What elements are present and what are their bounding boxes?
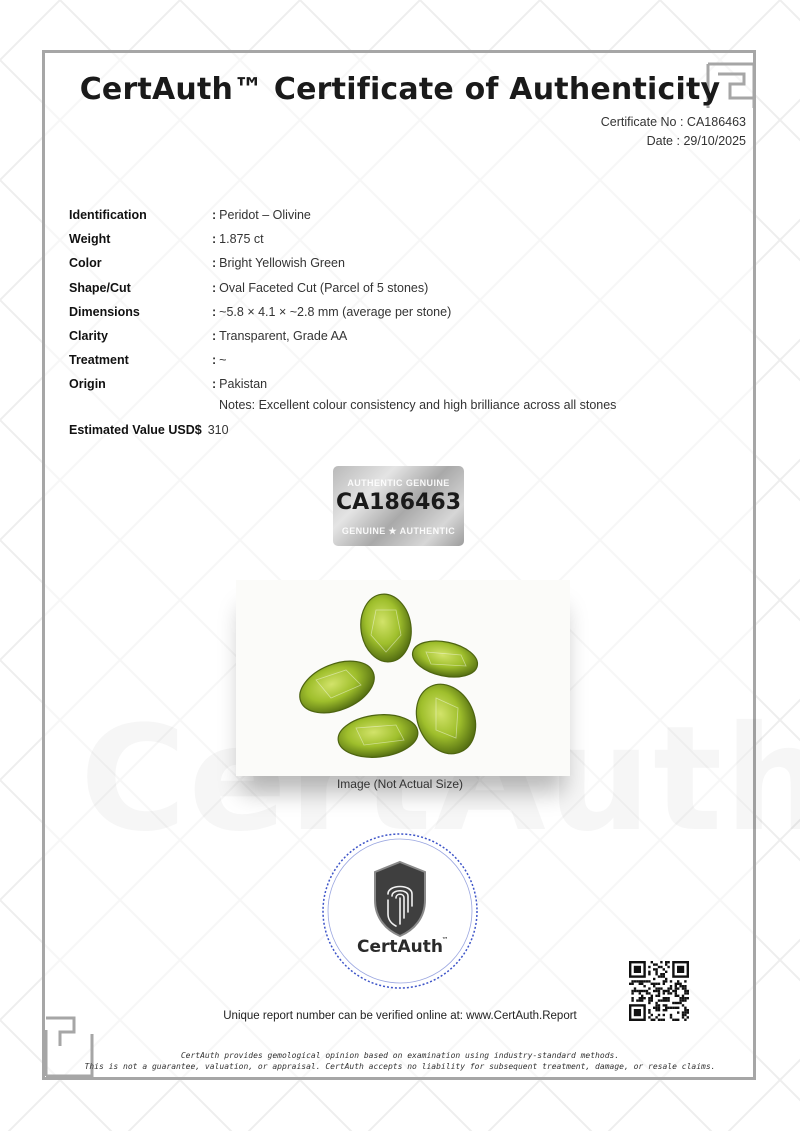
- disclaimer-line-2: This is not a guarantee, valuation, or appraisal. CertAuth accepts no liability for subsequent treatment, damage, or resale claims.: [84, 1062, 716, 1071]
- certificate-date-value: 29/10/2025: [683, 134, 746, 148]
- detail-row: Origin : Pakistan: [69, 372, 451, 396]
- detail-value: Oval Faceted Cut (Parcel of 5 stones): [219, 280, 429, 295]
- detail-value: 1.875 ct: [219, 232, 264, 247]
- stone-2: [409, 636, 481, 683]
- gemstone-image: [236, 580, 570, 776]
- stone-3: [292, 651, 382, 723]
- detail-value: ~5.8 × 4.1 × ~2.8 mm (average per stone): [219, 304, 452, 319]
- detail-label: Clarity: [69, 329, 108, 344]
- disclaimer-line-1: CertAuth provides gemological opinion based on examination using industry-standard methods.: [180, 1051, 620, 1060]
- detail-value: Pakistan: [219, 377, 268, 392]
- detail-label: Origin: [69, 377, 106, 392]
- hologram-sticker: [333, 466, 464, 546]
- verify-text: Unique report number can be verified online at: www.CertAuth.Report: [223, 1010, 577, 1022]
- hologram-bottom-text: GENUINE ★ AUTHENTIC: [341, 526, 456, 536]
- hologram-number: CA186463: [335, 490, 462, 515]
- gemstone-photo: [236, 580, 570, 776]
- certauth-seal: [321, 832, 479, 990]
- detail-value: Peridot – Olivine: [219, 208, 311, 223]
- seal-trademark: ™: [441, 936, 449, 944]
- certificate-number-value: CA186463: [686, 115, 746, 129]
- stone-4: [405, 675, 486, 764]
- estimated-value-amount: 310: [207, 423, 229, 437]
- certificate-title: CertAuth™ Certificate of Authenticity: [79, 72, 721, 107]
- detail-label: Color: [69, 256, 102, 271]
- detail-value: ~: [219, 353, 227, 368]
- seal-brand: CertAuth: [356, 937, 444, 957]
- detail-value: Transparent, Grade AA: [219, 329, 348, 344]
- certificate-date-label: Date :: [646, 134, 680, 148]
- detail-label: Treatment: [69, 353, 129, 368]
- detail-row: Color : Bright Yellowish Green: [69, 251, 451, 275]
- stone-5: [336, 711, 420, 761]
- certificate-date: [647, 134, 746, 148]
- detail-label: Shape/Cut: [69, 280, 131, 295]
- detail-row: Identification : Peridot – Olivine: [69, 203, 451, 227]
- detail-label: Dimensions: [69, 304, 140, 319]
- certificate-number-label: Certificate No :: [600, 115, 684, 129]
- detail-label: Identification: [69, 208, 147, 223]
- detail-label: Weight: [69, 232, 111, 247]
- details-table: [69, 203, 451, 397]
- notes-text: Notes: Excellent colour consistency and high brilliance across all stones: [219, 398, 617, 412]
- certificate-number: [601, 115, 746, 129]
- estimated-value-label: Estimated Value USD$: [69, 423, 202, 437]
- stone-1: [357, 591, 416, 665]
- estimated-value: [69, 423, 229, 437]
- detail-row: Treatment : ~: [69, 348, 451, 372]
- image-caption: Image (Not Actual Size): [336, 777, 464, 791]
- detail-value: Bright Yellowish Green: [219, 256, 345, 271]
- hologram-top-text: AUTHENTIC GENUINE: [347, 478, 450, 488]
- detail-row: Shape/Cut : Oval Faceted Cut (Parcel of 5 stones): [69, 276, 451, 300]
- detail-row: Clarity : Transparent, Grade AA: [69, 324, 451, 348]
- detail-row: Dimensions : ~5.8 × 4.1 × ~2.8 mm (average per stone): [69, 300, 451, 324]
- detail-row: Weight : 1.875 ct: [69, 227, 451, 251]
